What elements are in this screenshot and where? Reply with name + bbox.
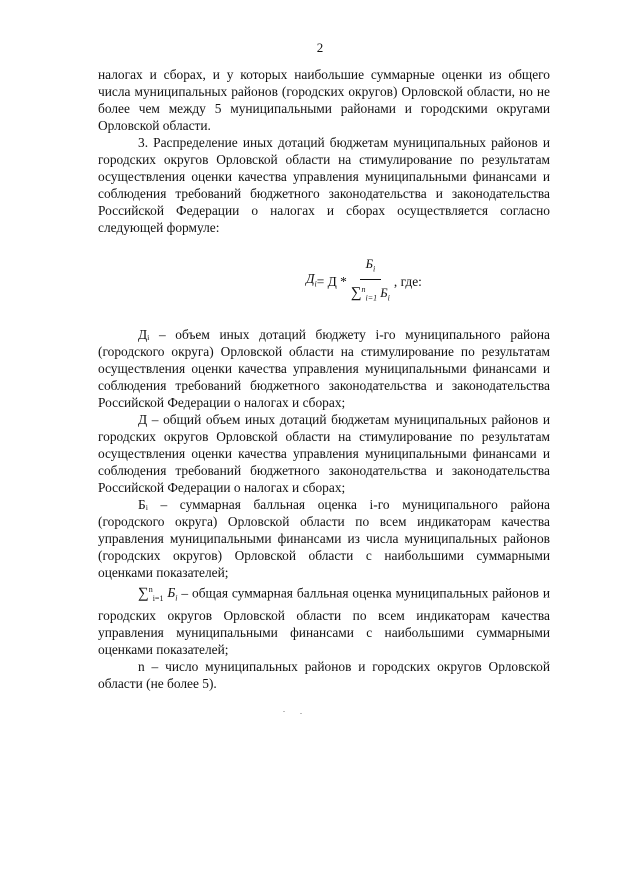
definition-sum-bi: ∑$^n_{i=1}$ $Б_i$ – общая суммарная балльная оценка муниципальных районов и городских округов Орловской области по всем индикаторам качества управления муниципальными финансами с наибольшими суммарными оценками показателей; — [98, 585, 550, 658]
paragraph-continuation: налогах и сборах, и у которых наибольшие суммарные оценки из общего числа муниципальных районов (городских округов) Орловской области, но не более чем между 5 муниципальными районами и городскими округами Орловской области. — [98, 67, 550, 133]
document-body — [98, 66, 550, 692]
sum-symbol: ∑ — [350, 284, 362, 301]
formula-fraction — [351, 256, 390, 306]
formula-suffix: , где: — [393, 273, 422, 289]
formula-numerator: $Б_i$ — [360, 256, 382, 280]
definition-di: Дᵢ – объем иных дотаций бюджету i-го муниципального района (городского округа) Орловской области на стимулирование по результатам осуществления оценки качества управления муниципальными финансами и соблюдения требований бюджетного законодательства и законодательства Российской Федерации о налогах и сборах; — [98, 327, 550, 410]
formula-equals: = Д * — [316, 273, 347, 289]
distribution-formula — [98, 256, 550, 303]
definition-n: n – число муниципальных районов и городских округов Орловской области (не более 5). — [98, 659, 550, 692]
paragraph-distribution: 3. Распределение иных дотаций бюджетам муниципальных районов и городских округов Орловской области на стимулирование по результатам осуществления оценки качества управления муниципальными финансами и соблюдения требований бюджетного законодательства и законодательства Российской Федерации о налогах и сборах осуществляется согласно следующей формуле: — [98, 135, 550, 235]
formula-expression — [306, 256, 422, 306]
page-number: 2 — [316, 40, 324, 55]
formula-denominator: ∑$^n_{i=1}$ $Б_i$ — [350, 284, 390, 303]
scan-speck — [300, 713, 302, 714]
formula-lhs: $Д_i$ — [306, 270, 317, 289]
definition-d: Д – общий объем иных дотаций бюджетам муниципальных районов и городских округов Орловской области на стимулирование по результатам осуществления оценки качества управления муниципальными финансами и соблюдения требований бюджетного законодательства и законодательства Российской Федерации о налогах и сборах; — [98, 412, 550, 495]
definition-bi: Бᵢ – суммарная балльная оценка i-го муниципального района (городского округа) Орловской области по всем индикаторам качества управления муниципальными финансами из числа муниципальных районов (городских округов) Орловской области с наибольшими суммарными оценками показателей; — [98, 497, 550, 580]
scan-speck — [283, 711, 285, 712]
inline-sum-symbol: ∑ — [138, 585, 149, 602]
